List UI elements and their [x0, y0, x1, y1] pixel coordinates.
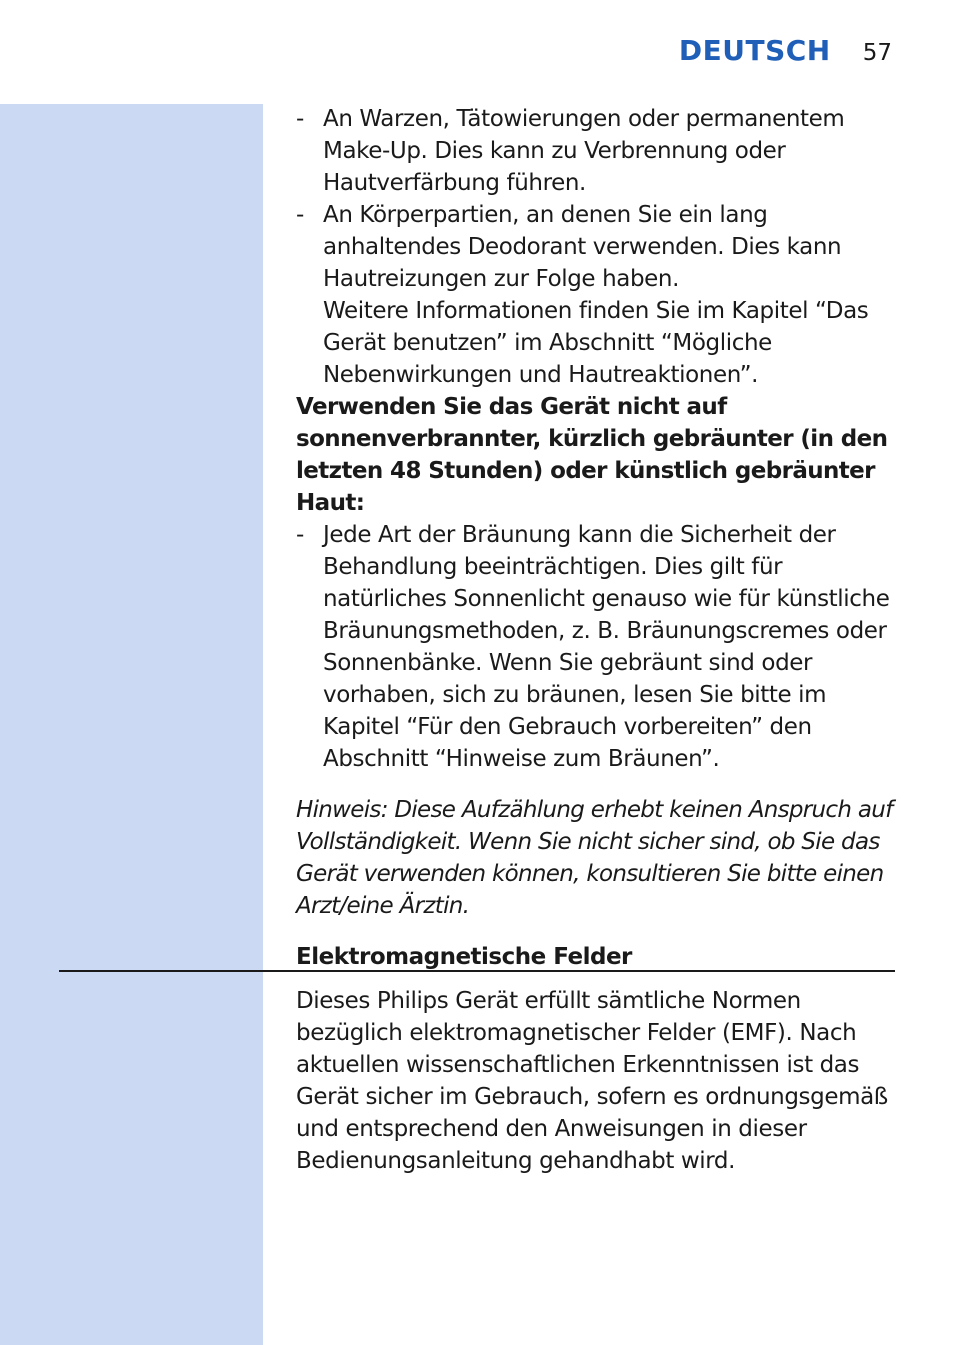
bullet-dash: -	[296, 106, 304, 132]
contraindication-list	[296, 103, 896, 391]
list-item	[296, 519, 896, 775]
page-number: 57	[862, 40, 892, 66]
main-content	[296, 103, 896, 973]
list-item-text: Jede Art der Bräunung kann die Sicherheit der Behandlung beeinträchtigen. Dies gilt für natürliches Sonnenlicht genauso wie für künstliche Bräunungsmethoden, z. B. Bräunungscremes oder Sonnenbänke. Wenn Sie gebräunt sind oder vorhaben, sich zu bräunen, lesen Sie bitte im Kapitel “Für den Gebrauch vorbereiten” den Abschnitt “Hinweise zum Bräunen”.	[323, 522, 890, 772]
bullet-dash: -	[296, 522, 304, 548]
sidebar-band	[0, 104, 263, 1345]
language-title: DEUTSCH	[678, 34, 831, 67]
list-item	[296, 103, 896, 199]
list-item	[296, 199, 896, 391]
section-body: Dieses Philips Gerät erfüllt sämtliche Normen bezüglich elektromagnetischer Felder (EMF). Nach aktuellen wissenschaftlichen Erkenntnissen ist das Gerät sicher im Gebrauch, sofern es ordnungsgemäß und entsprechend den Anweisungen in dieser Bedienungsanleitung gehandhabt wird.	[296, 988, 888, 1174]
list-item-text: An Körperpartien, an denen Sie ein lang anhaltendes Deodorant verwenden. Dies kann Hautreizungen zur Folge haben.	[323, 202, 842, 292]
list-item-text: An Warzen, Tätowierungen oder permanentem Make-Up. Dies kann zu Verbrennung oder Hautverfärbung führen.	[323, 106, 845, 196]
note-paragraph: Hinweis: Diese Aufzählung erhebt keinen Anspruch auf Vollständigkeit. Wenn Sie nicht sicher sind, ob Sie das Gerät verwenden können, konsultieren Sie bitte einen Arzt/eine Ärztin.	[296, 797, 893, 919]
tanning-list	[296, 519, 896, 775]
section-divider	[59, 970, 895, 972]
bullet-dash: -	[296, 202, 304, 228]
warning-heading: Verwenden Sie das Gerät nicht auf sonnenverbrannter, kürzlich gebräunter (in den letzten 48 Stunden) oder künstlich gebräunter Haut:	[296, 394, 888, 516]
list-item-reference: Weitere Informationen finden Sie im Kapitel “Das Gerät benutzen” im Abschnitt “Mögliche Nebenwirkungen und Hautreaktionen”.	[323, 298, 869, 388]
section-heading: Elektromagnetische Felder	[296, 944, 632, 970]
page-header	[679, 34, 892, 67]
